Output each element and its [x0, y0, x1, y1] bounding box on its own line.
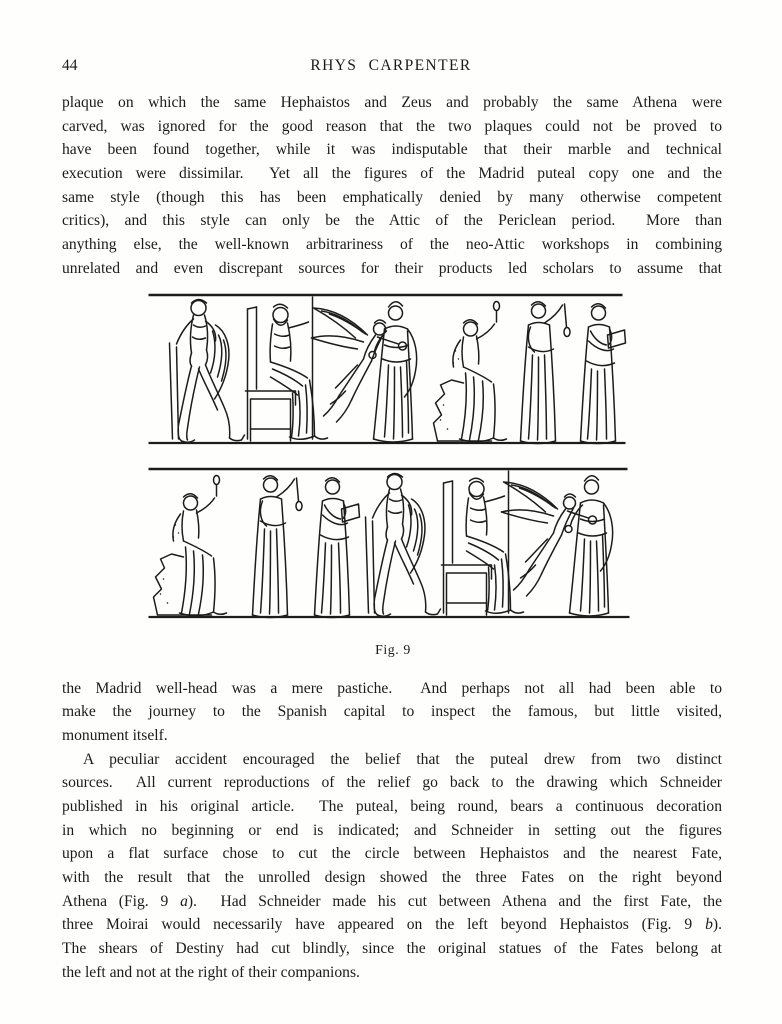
zeus-figure — [442, 471, 524, 615]
text-segment: ). — [712, 916, 722, 934]
text-line: make the journey to the Spanish capital to inspect the famous, but little visited, — [62, 703, 722, 721]
text-line: critics), and this style can only be the Attic of the Periclean period. More than — [62, 212, 722, 230]
text-line: with the result that the unrolled design showed the three Fates on the right beyond — [62, 869, 722, 886]
fate-scroll-figure — [315, 477, 360, 617]
seated-fate-figure — [154, 475, 227, 615]
page-header — [0, 57, 782, 77]
text-line: The shears of Destiny had cut blindly, since the original statues of the Fates belong at — [62, 940, 722, 958]
page-number: 44 — [62, 57, 78, 74]
text-line — [62, 890, 722, 914]
text-line: monument itself. — [62, 726, 168, 744]
text-segment: ). Had Schneider made his cut between Athena and the first Fate, the — [187, 892, 722, 910]
text-line — [62, 913, 722, 937]
nike-figure — [312, 308, 407, 422]
frieze-9a — [144, 291, 642, 453]
figure-9 — [144, 291, 642, 658]
text-line: plaque on which the same Hephaistos and Zeus and probably the same Athena were — [62, 94, 722, 111]
text-line: A peculiar accident encouraged the belief that the puteal drew from two distinct — [83, 750, 722, 768]
fate-spindle-figure — [521, 301, 571, 443]
zeus-figure — [246, 297, 328, 441]
fate-spindle-figure — [253, 475, 303, 617]
athena-figure — [369, 301, 417, 441]
text-line: published in his original article. The puteal, being round, bears a continuous decoration — [62, 797, 722, 815]
hephaistos-figure — [366, 473, 441, 616]
text-line: same style (though this has been emphatically denied by many otherwise competent — [62, 188, 722, 206]
text-segment: three Moirai would necessarily have appeared on the left beyond Hephaistos (Fig. 9 — [62, 916, 706, 934]
text-line: unrelated and even discrepant sources for their products led scholars to assume that — [62, 259, 722, 277]
seated-fate-figure — [434, 301, 507, 441]
text-line: execution were dissimilar. Yet all the figures of the Madrid puteal copy one and the — [62, 165, 722, 183]
text-column — [62, 91, 722, 984]
text-line: upon a flat surface chose to cut the circle between Hephaistos and the nearest Fate, — [62, 845, 722, 863]
text-line: carved, was ignored for the good reason that the two plaques could not be proved to — [62, 117, 722, 135]
figure-ref-letter: a — [180, 892, 188, 910]
figure-caption: Fig. 9 — [375, 641, 411, 657]
text-line: sources. All current reproductions of the relief go back to the drawing which Schneider — [62, 774, 722, 792]
text-line: the Madrid well-head was a mere pastiche. And perhaps not all had been able to — [62, 679, 722, 697]
frieze-9b — [144, 464, 642, 626]
hephaistos-figure — [170, 299, 245, 442]
text-line: the left and not at the right of their companions. — [62, 963, 360, 981]
text-line: anything else, the well-known arbitrariness of the neo-Attic workshops in combining — [62, 236, 722, 254]
text-line: have been found together, while it was indisputable that their marble and technical — [62, 141, 722, 159]
paragraph-2 — [62, 677, 722, 748]
figure-ref-letter: b — [705, 916, 713, 934]
text-line: in which no beginning or end is indicated; and Schneider in setting out the figures — [62, 821, 722, 839]
fate-scroll-figure — [581, 303, 626, 443]
paragraph-3 — [62, 748, 722, 985]
paragraph-1 — [62, 91, 722, 281]
text-segment: Athena (Fig. 9 — [62, 892, 181, 910]
running-title: RHYS CARPENTER — [310, 57, 472, 74]
athena-figure — [565, 475, 613, 615]
